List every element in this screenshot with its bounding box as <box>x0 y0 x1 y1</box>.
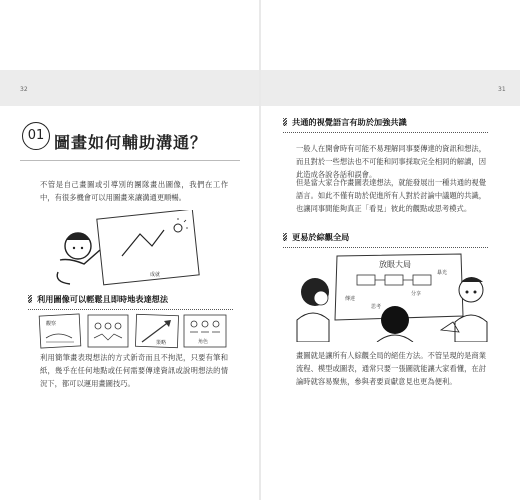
panel-roles <box>184 315 226 347</box>
panel-strategy <box>135 314 178 347</box>
body-paragraph: 利用簡筆畫表現想法的方式新奇而且不拘泥，只要有筆和紙，幾乎在任何地點或任何需要傳達資訊或說明想法的情況下，都可以運用畫圖技巧。 <box>40 353 228 388</box>
paragraph-2: 但是當大家合作畫圖表達想法，就能發展出一種共通的視覺語言。如此不僅有助於促進所有人對於討論中議題的共識，也讓同事間能夠真正「看見」彼此的觀點或思考模式。 <box>296 178 486 213</box>
page-title: 圖畫如何輔助溝通？ <box>54 133 208 152</box>
drawing-person-illustration <box>40 210 210 290</box>
board-label: 暴光 <box>437 270 448 276</box>
header-band <box>0 70 259 106</box>
header-band <box>261 70 520 106</box>
page-number: 31 <box>498 86 506 93</box>
right-page <box>261 0 520 500</box>
subheading-text: 更易於綜觀全局 <box>292 232 350 242</box>
panel-label: 角色 <box>198 339 209 345</box>
subheading-express-ideas <box>28 294 233 310</box>
bullet-mark-icon <box>283 118 287 126</box>
section-number-badge: 01 <box>22 122 50 150</box>
paragraph-1: 一般人在開會時有可能不易理解同事要傳達的資訊和想法，而且對於一些想法也不可能和同事採取完全相同的解讀，因此造成各說各話和誤會。 <box>296 144 486 179</box>
bullet-mark-icon <box>28 295 32 303</box>
big-picture-illustration <box>291 250 491 342</box>
doodle-panels <box>38 312 228 352</box>
paragraph-3: 畫圖就是讓所有人綜觀全局的絕佳方法。不管呈現的是商業流程、模型或圖表，通常只要一張圖就能讓大家看懂，在討論時就容易聚焦，參與者要貢獻意見也更為便利。 <box>296 351 486 386</box>
bullet-mark-icon <box>283 233 287 241</box>
left-page <box>0 0 259 500</box>
subheading-big-picture <box>283 232 488 248</box>
board-label: 分享 <box>411 291 422 297</box>
subheading-shared-language <box>283 117 488 133</box>
board-label: 傳達 <box>345 296 356 302</box>
sketch-caption: 成就 <box>150 272 161 278</box>
panel-label: 觀察 <box>46 321 57 327</box>
panel-people <box>88 315 128 347</box>
title-divider <box>20 160 240 161</box>
board-title: 放眼大局 <box>379 260 411 269</box>
board-label: 思考 <box>371 304 382 310</box>
intro-paragraph: 不管是自己畫圖或引導別的團隊畫出圖像，我們在工作中，有很多機會可以用圖畫來讓溝通更順暢。 <box>40 180 228 202</box>
subheading-text: 利用圖像可以輕鬆且即時地表達想法 <box>37 294 169 304</box>
subheading-text: 共通的視覺語言有助於加強共識 <box>292 117 407 127</box>
panel-label: 策略 <box>156 340 167 346</box>
page-number: 32 <box>20 86 28 93</box>
panel-observe <box>39 314 81 348</box>
